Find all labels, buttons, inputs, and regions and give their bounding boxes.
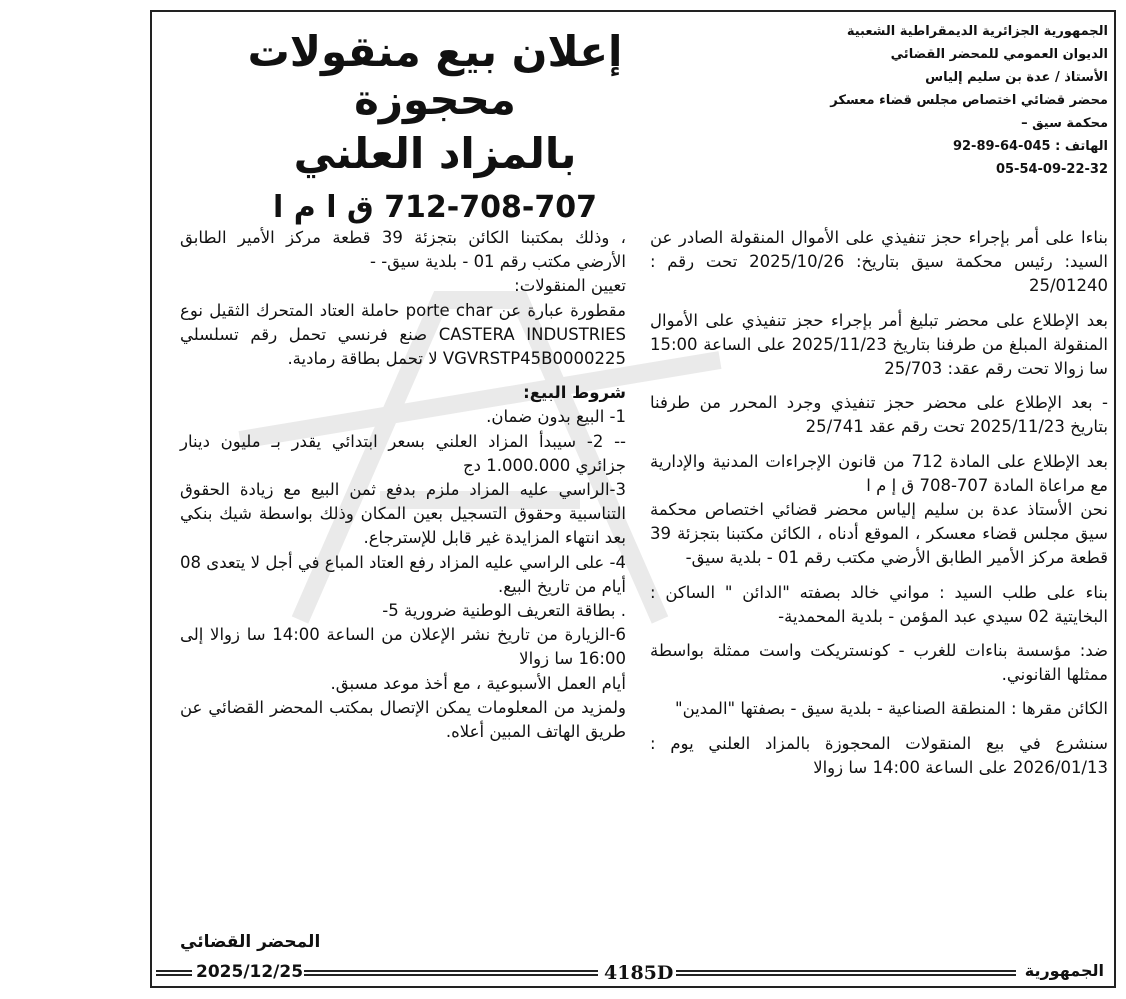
issuer-line: الأستاذ / عدة بن سليم إلياس: [925, 70, 1108, 85]
items-description: مقطورة عبارة عن porte char حاملة العتاد المتحرك الثقيل نوع CASTERA INDUSTRIES صنع فرنسي تحمل رقم تسلسلي VGVRSTP45B0000225 لا تحمل بطاقة رمادية.: [180, 300, 627, 369]
condition-item: 1- البيع بدون ضمان.: [486, 407, 626, 427]
issuer-line: الديوان العمومي للمحضر القضائي: [890, 47, 1108, 62]
condition-item: ولمزيد من المعلومات يمكن الإتصال بمكتب المحضر القضائي عن طريق الهاتف المبين أعلاه.: [180, 697, 626, 742]
conditions-heading: شروط البيع:: [523, 383, 626, 403]
right-column: [650, 226, 1108, 780]
paragraph: بناءا على أمر بإجراء حجز تنفيذي على الأموال المنقولة الصادر عن السيد: رئيس محكمة سيق بتاريخ: 2025/10/26 تحت رقم : 25/01240: [650, 228, 1109, 296]
phone-number-1: 045-64-89-92: [952, 139, 1051, 154]
paragraph: الكائن مقرها : المنطقة الصناعية - بلدية سيق - بصفتها "المدين": [674, 699, 1108, 719]
condition-item: 4- على الراسي عليه المزاد رفع العتاد المباع في أجل لا يتعدى 08 أيام من تاريخ البيع.: [180, 552, 626, 596]
title-line-3: 712-708-707 ق ا م ا: [273, 190, 597, 225]
paragraph: بعد الإطلاع على المادة 712 من قانون الإجراءات المدنية والإدارية مع مراعاة المادة 707-708 ق إ م ا: [650, 451, 1108, 495]
footer-rule: [156, 970, 192, 976]
paragraph: بناء على طلب السيد : مواني خالد بصفته "الدائن " الساكن : البخايتية 02 سيدي عبد المؤمن - بلدية المحمدية-: [650, 582, 1108, 626]
footer-rule: [676, 970, 1016, 976]
issuer-line: الجمهورية الجزائرية الديمقراطية الشعبية: [846, 24, 1108, 39]
notice-title: [200, 28, 670, 228]
paragraph: نحن الأستاذ عدة بن سليم إلياس محضر قضائي اختصاص محكمة سيق مجلس قضاء معسكر ، الموقع أدناه ، الكائن مكتبنا بتجزئة 39 قطعة مركز الأمير الطابق الأرضي مكتب رقم 01 - بلدية سيق-: [650, 500, 1108, 568]
paragraph: - بعد الإطلاع على محضر حجز تنفيذي وجرد المحرر من طرفنا بتاريخ 2025/11/23 تحت رقم عقد 25/741: [650, 393, 1108, 437]
phone-label: الهاتف :: [1055, 139, 1108, 154]
condition-item: . بطاقة التعريف الوطنية ضرورية 5-: [382, 601, 626, 621]
signature: المحضر القضائي: [180, 932, 321, 952]
condition-item: أيام العمل الأسبوعية ، مع أخذ موعد مسبق.: [330, 673, 626, 693]
issuer-line: محكمة سيق –: [1021, 116, 1108, 131]
issuer-line: محضر قضائي اختصاص مجلس قضاء معسكر: [830, 93, 1108, 108]
footer-paper-name: الجمهورية: [1024, 961, 1104, 980]
phone-line: [748, 135, 1108, 158]
title-line-1: إعلان بيع منقولات محجوزة: [247, 27, 623, 124]
left-column: [180, 226, 626, 744]
condition-item: 3-الراسي عليه المزاد ملزم بدفع ثمن البيع مع زيادة الحقوق التناسبية وحقوق التسجيل بعين المكان وذلك بواسطة شيك بنكي بعد انتهاء المزايدة غير قابل للإسترجاع.: [180, 480, 626, 548]
paragraph: ضد: مؤسسة بناءات للغرب - كونستريكت واست ممثلة بواسطة ممثلها القانوني.: [650, 641, 1108, 685]
items-heading: تعيين المنقولات:: [514, 276, 626, 296]
phone-number-2: 05-54-09-22-32: [995, 162, 1108, 177]
condition-item: -- 2- سيبدأ المزاد العلني بسعر ابتدائي يقدر بـ مليون دينار جزائري 1.000.000 دج: [180, 431, 627, 475]
footer: [156, 962, 1112, 984]
paragraph: بعد الإطلاع على محضر تبليغ أمر بإجراء حجز تنفيذي على الأموال المنقولة المبلغ من طرفنا بتاريخ 2025/11/23 على الساعة 15:00 سا زوالا تحت رقم عقد: 25/703: [650, 310, 1108, 379]
footer-code: 4185D: [604, 962, 674, 984]
footer-date: 2025/12/25: [196, 962, 304, 982]
footer-rule: [304, 970, 598, 976]
issuer-block: [748, 20, 1108, 181]
condition-item: 6-الزيارة من تاريخ نشر الإعلان من الساعة 14:00 سا زوالا إلى 16:00 سا زوالا: [180, 625, 626, 669]
paragraph: ، وذلك بمكتبنا الكائن بتجزئة 39 قطعة مركز الأمير الطابق الأرضي مكتب رقم 01 - بلدية سيق- -: [180, 228, 626, 272]
title-line-2: بالمزاد العلني: [293, 129, 577, 178]
paragraph: سنشرع في بيع المنقولات المحجوزة بالمزاد العلني يوم : 2026/01/13 على الساعة 14:00 سا زوالا: [650, 733, 1108, 777]
